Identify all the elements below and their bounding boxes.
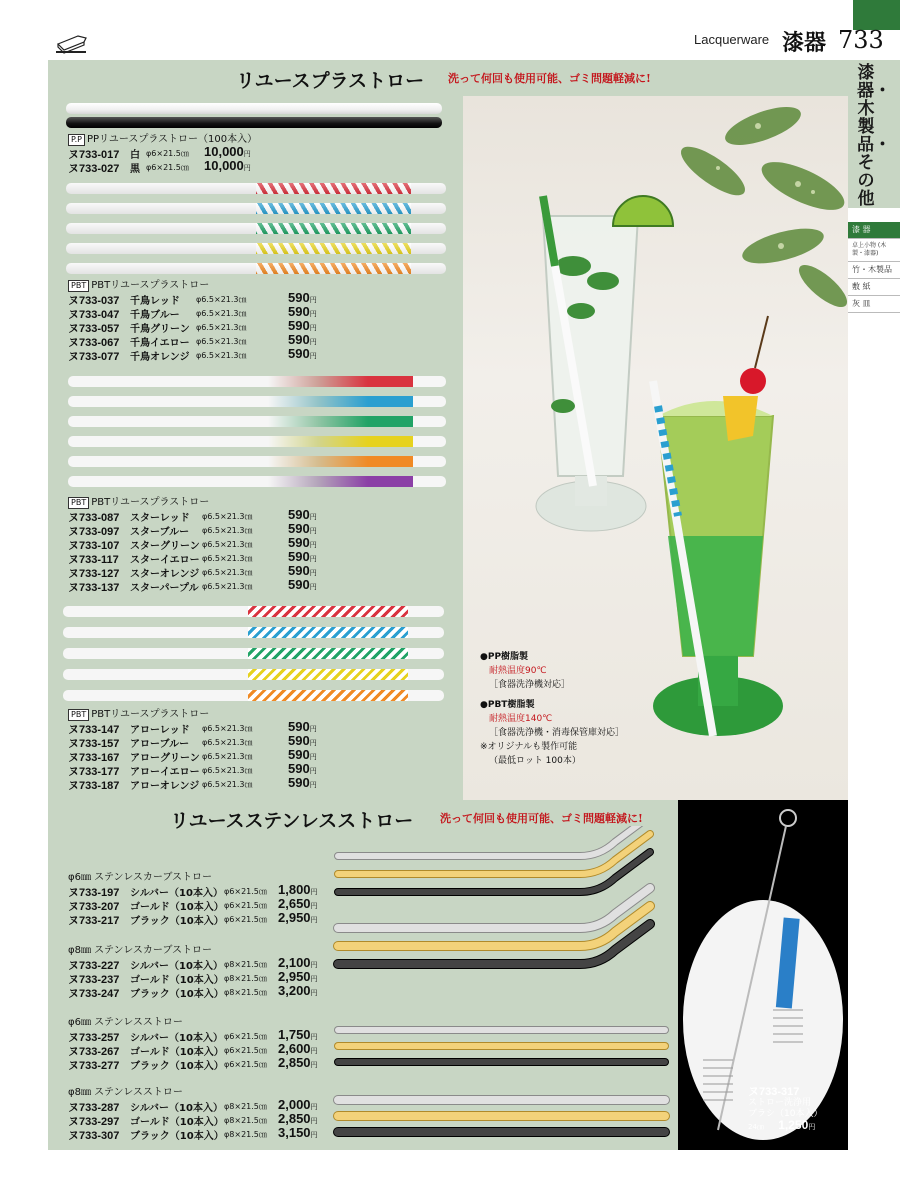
item-dimensions: φ6.5×21.3㎝ xyxy=(202,724,253,733)
item-price-value: 2,000 xyxy=(278,1097,311,1112)
item-price-value: 2,850 xyxy=(278,1111,311,1126)
item-code: ヌ733-097 xyxy=(68,526,120,538)
item-price-yen: 円 xyxy=(310,1062,318,1069)
pbt-star-label xyxy=(68,493,209,509)
straw-chidori xyxy=(66,223,446,234)
item-code: ヌ733-137 xyxy=(68,582,120,594)
item-price-value: 2,650 xyxy=(278,896,311,911)
item-code: ヌ733-147 xyxy=(68,724,120,736)
item-dimensions: φ8×21.5㎝ xyxy=(224,1102,267,1111)
item-code: ヌ733-277 xyxy=(68,1060,120,1072)
side-item-lacquer[interactable]: 漆 器 xyxy=(848,222,900,239)
item-price-yen: 円 xyxy=(309,754,317,761)
steel-subtitle: 洗って何回も使用可能、ゴミ問題軽減に! xyxy=(440,812,643,825)
item-price xyxy=(288,775,317,790)
item-code: ヌ733-237 xyxy=(68,974,120,986)
item-name: スターブルー xyxy=(130,527,190,538)
item-price-yen: 円 xyxy=(310,1104,318,1111)
pbt-badge-3: PBT xyxy=(68,709,89,721)
item-price-value: 590 xyxy=(288,346,310,361)
steel-straws-graphic xyxy=(330,826,670,1146)
item-price-value: 590 xyxy=(288,577,310,592)
item-dimensions: φ6.5×21.3㎝ xyxy=(196,323,247,332)
side-vertical-title xyxy=(852,63,891,209)
lacquer-tray-icon xyxy=(54,30,90,54)
item-price xyxy=(278,1111,318,1126)
item-dimensions: φ6.5×21.3㎝ xyxy=(202,540,253,549)
item-price xyxy=(288,521,317,536)
item-code: ヌ733-307 xyxy=(68,1130,120,1142)
item-price-yen: 円 xyxy=(243,165,251,172)
item-code: ヌ733-257 xyxy=(68,1032,120,1044)
straw-arrow xyxy=(63,627,444,638)
steel-group-label: φ8㎜ ステンレスストロー xyxy=(68,1087,183,1098)
chidori-row xyxy=(68,348,348,364)
straw-star xyxy=(68,456,446,467)
item-dimensions: φ6.5×21.3㎝ xyxy=(202,554,253,563)
item-dimensions: φ6.5×21.3㎝ xyxy=(202,752,253,761)
item-code: ヌ733-287 xyxy=(68,1102,120,1114)
item-dimensions: φ6×21.5㎝ xyxy=(146,149,189,158)
item-price-value: 1,800 xyxy=(278,882,311,897)
item-price xyxy=(204,144,251,159)
item-price-value: 590 xyxy=(288,549,310,564)
item-name: シルバー（10本入） xyxy=(130,1033,223,1044)
item-price-yen: 円 xyxy=(309,740,317,747)
item-price-yen: 円 xyxy=(310,1118,318,1125)
item-name: シルバー（10本入） xyxy=(130,961,223,972)
item-price-value: 590 xyxy=(288,535,310,550)
item-code: ヌ733-027 xyxy=(68,163,120,175)
item-code: ヌ733-207 xyxy=(68,901,120,913)
straw-chidori xyxy=(66,243,446,254)
brush-name-1: ストロー洗浄用 xyxy=(748,1098,812,1108)
item-price-yen: 円 xyxy=(309,297,317,304)
item-code: ヌ733-067 xyxy=(68,337,120,349)
item-dimensions: φ6.5×21.3㎝ xyxy=(196,351,247,360)
side-menu xyxy=(848,222,900,313)
item-dimensions: φ8×21.5㎝ xyxy=(224,960,267,969)
side-vertical-text: 漆器・木製品・その他 xyxy=(857,63,891,209)
item-name: ブラック（10本入） xyxy=(130,1061,224,1072)
item-price-yen: 円 xyxy=(310,903,318,910)
original-note: ※オリジナルも製作可能 xyxy=(480,742,578,752)
straw-star xyxy=(68,416,446,427)
item-dimensions: φ6×21.5㎝ xyxy=(224,901,267,910)
item-price xyxy=(288,318,317,333)
header-en-label: Lacquerware xyxy=(694,32,770,47)
item-name: シルバー（10本入） xyxy=(130,1103,223,1114)
item-price-yen: 円 xyxy=(309,542,317,549)
item-dimensions: φ6.5×21.3㎝ xyxy=(196,295,247,304)
item-price-yen: 円 xyxy=(243,151,251,158)
item-code: ヌ733-217 xyxy=(68,915,120,927)
plastic-title: リユースプラストロー xyxy=(236,70,425,92)
item-price xyxy=(278,983,318,998)
item-price-yen: 円 xyxy=(310,990,318,997)
item-price-value: 590 xyxy=(288,719,310,734)
straw-star xyxy=(68,476,446,487)
pp-badge: P.P xyxy=(68,134,85,146)
item-code: ヌ733-167 xyxy=(68,752,120,764)
brush-info xyxy=(748,1087,822,1133)
item-price-value: 590 xyxy=(288,318,310,333)
item-code: ヌ733-037 xyxy=(68,295,120,307)
item-price-value: 2,100 xyxy=(278,955,311,970)
item-price-yen: 円 xyxy=(310,1132,318,1139)
item-code: ヌ733-107 xyxy=(68,540,120,552)
item-price-yen: 円 xyxy=(309,556,317,563)
item-price-yen: 円 xyxy=(309,325,317,332)
item-price-yen: 円 xyxy=(309,514,317,521)
item-name: 千鳥オレンジ xyxy=(130,352,190,363)
plastic-subtitle: 洗って何回も使用可能、ゴミ問題軽減に! xyxy=(448,72,651,85)
item-code: ヌ733-087 xyxy=(68,512,120,524)
item-price-value: 590 xyxy=(288,507,310,522)
item-dimensions: φ6.5×21.3㎝ xyxy=(202,526,253,535)
item-price xyxy=(288,304,317,319)
straw-arrow xyxy=(63,606,444,617)
pbt-spec-temp: 耐熱温度140℃ xyxy=(489,714,553,724)
item-code: ヌ733-117 xyxy=(68,554,119,566)
steel-group-label: φ8㎜ ステンレスカーブストロー xyxy=(68,945,212,956)
item-dimensions: φ8×21.5㎝ xyxy=(224,974,267,983)
brush-yen: 円 xyxy=(808,1123,816,1131)
pbt-spec-note: ［食器洗浄機・消毒保管庫対応］ xyxy=(489,728,625,738)
item-name: 千鳥レッド xyxy=(130,296,180,307)
item-price xyxy=(288,549,317,564)
item-code: ヌ733-157 xyxy=(68,738,120,750)
pbt-chidori-label xyxy=(68,276,209,292)
item-price xyxy=(288,747,317,762)
item-name: アローレッド xyxy=(130,725,190,736)
side-item-mat[interactable]: 敷 紙 xyxy=(848,279,900,296)
item-price xyxy=(278,1027,318,1042)
item-price-value: 2,950 xyxy=(278,910,311,925)
straw-chidori xyxy=(66,263,446,274)
pp-row xyxy=(68,160,264,176)
item-name: 千鳥グリーン xyxy=(130,324,190,335)
item-code: ヌ733-047 xyxy=(68,309,120,321)
steel-group-label: φ6㎜ ステンレスカーブストロー xyxy=(68,872,212,883)
item-code: ヌ733-247 xyxy=(68,988,120,1000)
item-price xyxy=(278,969,318,984)
item-price-yen: 円 xyxy=(309,584,317,591)
item-name: スターパープル xyxy=(130,583,199,594)
item-price-value: 590 xyxy=(288,332,310,347)
item-name: 黒 xyxy=(130,164,140,175)
item-price-yen: 円 xyxy=(309,768,317,775)
item-name: 千鳥イエロー xyxy=(130,338,190,349)
item-price-value: 2,950 xyxy=(278,969,311,984)
item-name: シルバー（10本入） xyxy=(130,888,223,899)
straw-chidori xyxy=(66,203,446,214)
item-name: スターレッド xyxy=(130,513,190,524)
page-number: 733 xyxy=(838,26,884,54)
item-price-yen: 円 xyxy=(310,976,318,983)
item-price-yen: 円 xyxy=(309,782,317,789)
item-price-value: 590 xyxy=(288,747,310,762)
item-name: ブラック（10本入） xyxy=(130,1131,224,1142)
item-price xyxy=(278,1055,318,1070)
item-price xyxy=(278,1125,318,1140)
item-name: ブラック（10本入） xyxy=(130,916,224,927)
item-code: ヌ733-187 xyxy=(68,780,120,792)
item-price xyxy=(288,332,317,347)
steel-row xyxy=(68,912,338,928)
item-price-yen: 円 xyxy=(309,570,317,577)
item-price-value: 1,750 xyxy=(278,1027,311,1042)
item-dimensions: φ6×21.5㎝ xyxy=(224,915,267,924)
item-price-yen: 円 xyxy=(310,889,318,896)
item-dimensions: φ6×21.5㎝ xyxy=(224,887,267,896)
straw-arrow xyxy=(63,648,444,659)
item-price xyxy=(288,563,317,578)
item-dimensions: φ8×21.5㎝ xyxy=(224,1130,267,1139)
item-price xyxy=(204,158,251,173)
item-price-value: 2,600 xyxy=(278,1041,311,1056)
item-price-yen: 円 xyxy=(310,1048,318,1055)
item-dimensions: φ6.5×21.3㎝ xyxy=(202,766,253,775)
item-name: アローオレンジ xyxy=(130,781,200,792)
pbt-group-title-1: PBTリユースプラストロー xyxy=(91,280,210,291)
item-name: アローブルー xyxy=(130,739,190,750)
item-code: ヌ733-227 xyxy=(68,960,120,972)
item-price-value: 3,150 xyxy=(278,1125,311,1140)
item-price-value: 590 xyxy=(288,521,310,536)
brush-code: ヌ733-317 xyxy=(748,1086,800,1098)
brush-dim: 24㎝ xyxy=(748,1123,764,1131)
item-dimensions: φ6.5×21.3㎝ xyxy=(196,309,247,318)
item-dimensions: φ6.5×21.3㎝ xyxy=(202,780,253,789)
straw-star xyxy=(68,376,446,387)
item-price xyxy=(288,761,317,776)
straw-pp-white xyxy=(66,103,442,114)
material-specs xyxy=(480,650,624,768)
item-dimensions: φ6.5×21.3㎝ xyxy=(202,582,253,591)
straw-pp-black xyxy=(66,117,442,128)
pp-group-title: PPリユースプラストロー（100本入） xyxy=(86,134,258,145)
item-code: ヌ733-127 xyxy=(68,568,120,580)
item-dimensions: φ6.5×21.3㎝ xyxy=(202,568,253,577)
item-dimensions: φ8×21.5㎝ xyxy=(224,1116,267,1125)
item-price xyxy=(288,577,317,592)
item-price-yen: 円 xyxy=(309,528,317,535)
item-name: アローグリーン xyxy=(130,753,200,764)
item-code: ヌ733-077 xyxy=(68,351,120,363)
item-name: ゴールド（10本入） xyxy=(130,975,224,986)
item-price-value: 3,200 xyxy=(278,983,311,998)
side-item-ashtray[interactable]: 灰 皿 xyxy=(848,296,900,313)
item-price-value: 590 xyxy=(288,775,310,790)
item-price-yen: 円 xyxy=(309,726,317,733)
side-item-bamboo[interactable]: 竹・木製品 xyxy=(848,262,900,279)
item-name: ゴールド（10本入） xyxy=(130,902,224,913)
steel-row xyxy=(68,1127,338,1143)
brush-name-2: ブラシ（10本入） xyxy=(748,1109,823,1119)
item-name: スターイエロー xyxy=(130,555,200,566)
pbt-badge-1: PBT xyxy=(68,280,89,292)
pbt-arrow-label xyxy=(68,705,209,721)
item-name: スターグリーン xyxy=(130,541,200,552)
straw-arrow xyxy=(63,669,444,680)
item-code: ヌ733-267 xyxy=(68,1046,120,1058)
item-name: アローイエロー xyxy=(130,767,200,778)
item-price xyxy=(278,955,318,970)
pbt-group-title-3: PBTリユースプラストロー xyxy=(91,709,210,720)
header-jp-label: 漆器 xyxy=(782,30,827,56)
item-price xyxy=(278,1097,318,1112)
straw-star xyxy=(68,396,446,407)
arrow-row xyxy=(68,777,348,793)
item-price xyxy=(288,719,317,734)
item-price-yen: 円 xyxy=(309,353,317,360)
item-code: ヌ733-177 xyxy=(68,766,120,778)
item-name: ゴールド（10本入） xyxy=(130,1047,224,1058)
item-price xyxy=(288,346,317,361)
item-code: ヌ733-197 xyxy=(68,887,120,899)
item-name: ゴールド（10本入） xyxy=(130,1117,224,1128)
item-price-value: 590 xyxy=(288,733,310,748)
item-dimensions: φ6.5×21.3㎝ xyxy=(196,337,247,346)
pp-spec-title: ●PP樹脂製 xyxy=(480,652,529,662)
brush-price: 1,250 xyxy=(778,1118,809,1132)
item-price-yen: 円 xyxy=(309,311,317,318)
steel-group-label: φ6㎜ ステンレスストロー xyxy=(68,1017,183,1028)
item-price-value: 590 xyxy=(288,290,310,305)
item-price xyxy=(288,290,317,305)
pbt-badge-2: PBT xyxy=(68,497,89,509)
straw-star xyxy=(68,436,446,447)
item-price xyxy=(288,733,317,748)
item-code: ヌ733-017 xyxy=(68,149,120,161)
item-price-value: 590 xyxy=(288,563,310,578)
item-dimensions: φ6×21.5㎝ xyxy=(224,1032,267,1041)
steel-title: リユースステンレスストロー xyxy=(170,810,414,832)
item-price xyxy=(278,1041,318,1056)
item-name: 白 xyxy=(130,150,140,161)
item-name: ブラック（10本入） xyxy=(130,989,224,1000)
item-dimensions: φ6.5×21.3㎝ xyxy=(202,738,253,747)
pp-spec-temp: 耐熱温度90℃ xyxy=(489,666,547,676)
item-price xyxy=(278,882,318,897)
item-name: スターオレンジ xyxy=(130,569,200,580)
side-item-tabletop[interactable]: 卓上小物 (木製・漆器) xyxy=(848,239,900,262)
item-price-value: 590 xyxy=(288,761,310,776)
pbt-spec-title: ●PBT樹脂製 xyxy=(480,700,535,710)
item-price xyxy=(278,910,318,925)
pp-spec-note: ［食器洗浄機対応］ xyxy=(489,680,571,690)
item-price-value: 590 xyxy=(288,304,310,319)
item-price xyxy=(288,535,317,550)
straw-chidori xyxy=(66,183,446,194)
item-price-yen: 円 xyxy=(310,962,318,969)
item-price-yen: 円 xyxy=(309,339,317,346)
item-price-yen: 円 xyxy=(310,1034,318,1041)
item-name: 千鳥ブルー xyxy=(130,310,180,321)
steel-row xyxy=(68,985,338,1001)
star-row xyxy=(68,579,348,595)
item-price-value: 10,000 xyxy=(204,158,244,173)
item-price-yen: 円 xyxy=(310,917,318,924)
steel-curve-straw xyxy=(338,826,650,856)
item-dimensions: φ6×21.5㎝ xyxy=(146,163,189,172)
item-price xyxy=(288,507,317,522)
item-code: ヌ733-297 xyxy=(68,1116,120,1128)
item-dimensions: φ6.5×21.3㎝ xyxy=(202,512,253,521)
item-price-value: 2,850 xyxy=(278,1055,311,1070)
item-code: ヌ733-057 xyxy=(68,323,120,335)
pbt-group-title-2: PBTリユースプラストロー xyxy=(91,497,210,508)
straw-arrow xyxy=(63,690,444,701)
item-dimensions: φ6×21.5㎝ xyxy=(224,1060,267,1069)
item-price xyxy=(278,896,318,911)
lot-note: （最低ロット 100本） xyxy=(489,756,581,766)
item-dimensions: φ6×21.5㎝ xyxy=(224,1046,267,1055)
item-price-value: 10,000 xyxy=(204,144,244,159)
item-dimensions: φ8×21.5㎝ xyxy=(224,988,267,997)
steel-row xyxy=(68,1057,338,1073)
